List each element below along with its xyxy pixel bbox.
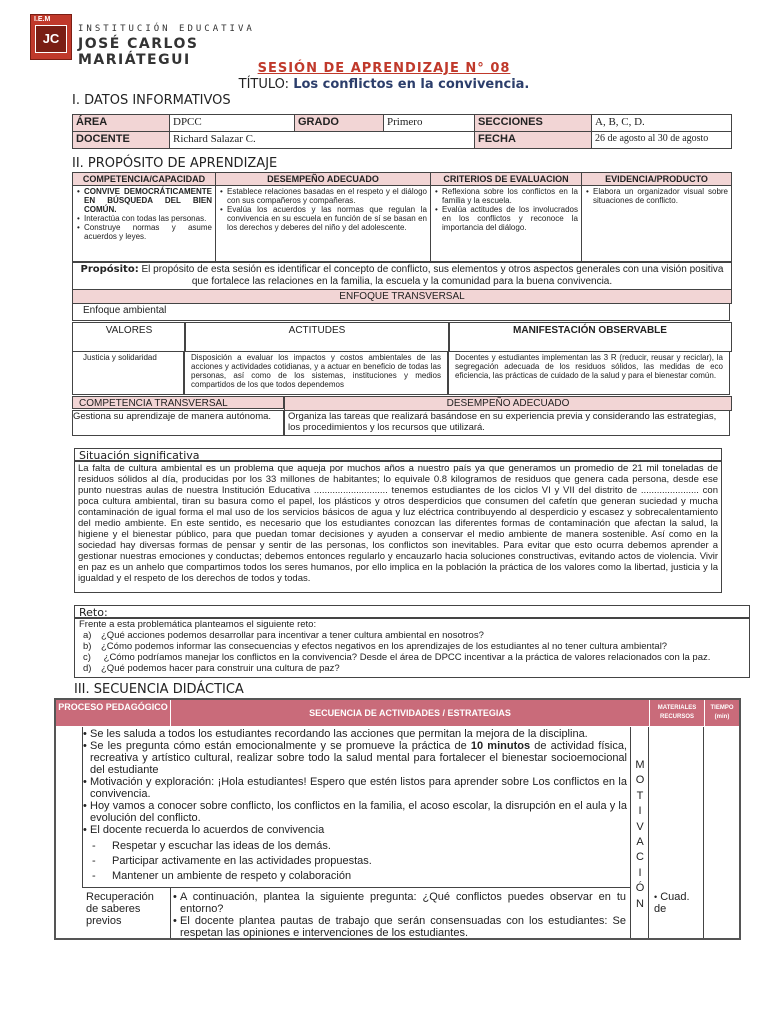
area-value: DPCC: [170, 115, 295, 132]
col-secuencia: SECUENCIA DE ACTIVIDADES / ESTRATEGIAS: [171, 700, 649, 726]
section-3-heading: III. SECUENCIA DIDÁCTICA: [74, 682, 244, 697]
recuperacion-content: [174, 891, 626, 939]
col-tiempo: TIEMPO (min): [705, 700, 739, 726]
actitud-value: Disposición a evaluar los impactos y costos ambientales de las acciones y actividades cotidianas, y a actuar en beneficio de todas las personas, así como de los sistemas, instituciones y medios compartidos de los que todos dependemos: [184, 351, 448, 395]
reto-item: c) ¿Cómo podríamos manejar los conflictos en la convivencia? Desde el área de DPCC incentivar a la práctica de valores relacionados con la paz.: [83, 652, 711, 663]
acuerdo-item: - Mantener un ambiente de respeto y colaboración: [92, 870, 352, 882]
datos-table: [72, 114, 732, 149]
material-item: • Cuad. de: [654, 891, 690, 915]
enfoque-header: ENFOQUE TRANSVERSAL: [72, 289, 732, 304]
valores-label: VALORES: [72, 322, 186, 352]
competencia-item: • Interactúa con todas las personas.: [84, 214, 212, 223]
secuencia-bullet: • El docente recuerda lo acuerdos de convivencia: [90, 824, 627, 836]
evidencia-item: • Elabora un organizador visual sobre situaciones de conflicto.: [593, 187, 728, 205]
manifestacion-value: Docentes y estudiantes implementan las 3 R (reducir, reusar y reciclar), la segregación adecuada de los residuos sólidos, las medidas de eco eficiencia, las prácticas de cuidado de la salud y para el bienestar común.: [448, 351, 730, 395]
proposito-label: Propósito:: [80, 264, 139, 275]
col-criterios: CRITERIOS DE EVALUACION: [431, 173, 582, 186]
institution-line: INSTITUCIÓN EDUCATIVA: [78, 24, 255, 34]
secuencia-bullet: • Hoy vamos a conocer sobre conflicto, los conflictos en la familia, el acoso escolar, la disrupción en el aula y la evolución del conflicto.: [90, 800, 627, 824]
proposito-paragraph: [73, 263, 731, 289]
motivacion-vertical: M O T I V A C I Ó N: [635, 759, 645, 910]
fecha-value: 26 de agosto al 30 de agosto: [592, 132, 732, 149]
col-competencia: COMPETENCIA/CAPACIDAD: [73, 173, 216, 186]
comp-transversal-value: Gestiona su aprendizaje de manera autónoma.: [72, 410, 284, 436]
actitudes-label: ACTITUDES: [184, 322, 450, 352]
docente-value: Richard Salazar C.: [170, 132, 475, 149]
divider: [703, 727, 704, 938]
secuencia-content: [84, 728, 627, 884]
secuencia-bullet: • Motivación y exploración: ¡Hola estudiantes! Espero que estén listos para aprender sobre Los conflictos en la convivencia.: [90, 776, 627, 800]
enfoque-name: Enfoque ambiental: [72, 303, 730, 321]
fecha-label: FECHA: [475, 132, 592, 149]
desempeno-adecuado-label: DESEMPEÑO ADECUADO: [284, 396, 732, 411]
proposito-box: [72, 262, 732, 290]
criterio-item: • Evalúa actitudes de los involucrados en los conflictos y reconoce la importancia del diálogo.: [442, 205, 578, 232]
recuperacion-label: Recuperación de saberes previos: [86, 891, 154, 927]
col-desempeno: DESEMPEÑO ADECUADO: [216, 173, 431, 186]
divider: [648, 727, 649, 938]
manifestacion-label: MANIFESTACIÓN OBSERVABLE: [448, 322, 732, 352]
desempeno-item: • Establece relaciones basadas en el respeto y el diálogo con sus compañeros y compañeras.: [227, 187, 427, 205]
comp-transversal-label: COMPETENCIA TRANSVERSAL: [72, 396, 284, 409]
acuerdo-item: - Respetar y escuchar las ideas de los demás.: [92, 840, 331, 852]
competencia-cell: [73, 186, 216, 262]
logo-tag: I.E.M: [34, 16, 51, 23]
competencia-item: • Construye normas y asume acuerdos y leyes.: [84, 223, 212, 241]
proposito-text: El propósito de esta sesión es identificar el concepto de conflicto, sus elementos y otros aspectos generales con una visión positiva que fortalece las relaciones en la familia, la escuela y la comunidad para la buena convivencia.: [141, 264, 724, 287]
reto-intro: Frente a esta problemática planteamos el siguiente reto:: [79, 619, 317, 630]
desempeno-adecuado-value: Organiza las tareas que realizará basándose en su experiencia previa y considerando las estrategias, los procedimientos y los recursos que utilizará.: [284, 410, 730, 436]
recuperacion-bullet: • A continuación, plantea la siguiente pregunta: ¿Qué conflictos puedes observar en tu entorno?: [180, 891, 626, 915]
section-1-heading: I. DATOS INFORMATIVOS: [72, 93, 231, 108]
reto-item: d) ¿Qué podemos hacer para construir una cultura de paz?: [83, 663, 340, 674]
criterio-item: • Reflexiona sobre los conflictos en la familia y la escuela.: [442, 187, 578, 205]
school-name-line-2: MARIÁTEGUI: [78, 52, 191, 68]
criterios-cell: [431, 186, 582, 262]
secciones-value: A, B, C, D.: [592, 115, 732, 132]
situacion-text: La falta de cultura ambiental es un problema que aqueja por muchos años a nuestro país ya que generamos un promedio de 21 mil toneladas de residuos sólidos al día, producidas por los 33 millones de habitantes; lo equivale 0.8 kilogramos de residuos que genera cada persona, desde ese punto nuestras aulas de nuestra Institución Educativa ............................ tenemos estudiantes de los ciclos VI y VII del distrito de ...................... con poca cultura ambiental, tiran su basura como el papel, los plásticos y otros desperdicios que consumen del cafetín que generan suciedad y mucha contaminación de igual forma el mal uso de los servicios básicos de agua y luz eléctrica contribuyendo al desperdicio y escasez y sobrecalentamiento del medio ambiente. En este sentido, es necesario que los estudiantes conozcan las diferentes formas de contaminación que afectan la salud, la higiene y el bienestar público, para que puedan tomar decisiones y ayuden a conservar el medio ambiente de manera sostenible. Así como en la sociedad hay diversas formas de pensar y sentir de las personas, los conflictos son inevitables. Para evitar que esto ocurra debemos aprender a gestionar nuestras emociones y conductas; debemos entonces regularlo y encauzarlo hacia soluciones constructivas, evitando actos de violencia. Vivir en paz es un anhelo que compartimos todos los seres humanos, por ello implica en la población la práctica de los valores como la libertad, justicia y la igualdad y el respeto de los derechos de todos y todas.: [74, 461, 722, 593]
col-proceso: PROCESO PEDAGÓGICO: [56, 700, 170, 726]
proposito-table: [72, 172, 732, 262]
subtitle-prefix: TÍTULO:: [238, 77, 290, 92]
secuencia-bullet: • Se les pregunta cómo están emocionalmente y se promueve la práctica de 10 minutos de actividad física, recreativa y artístico cultural, realizar sobre todo la salud mental para fortalecer el bienestar socioemocional del estudiante: [90, 740, 627, 776]
reto-item: a) ¿Qué acciones podemos desarrollar para incentivar a tener cultura ambiental en nosotros?: [83, 630, 484, 641]
valor-value: Justicia y solidaridad: [72, 351, 184, 395]
reto-box: [74, 618, 750, 678]
session-title: SESIÓN DE APRENDIZAJE N° 08: [257, 61, 511, 76]
competencia-title: • CONVIVE DEMOCRÁTICAMENTE EN BÚSQUEDA DEL BIEN COMÚN.: [84, 187, 212, 214]
area-label: ÁREA: [73, 115, 170, 132]
divider: [630, 727, 631, 938]
recuperacion-bullet: • El docente plantea pautas de trabajo que serán consensuadas con los estudiantes: Se respetan las opiniones e intervenciones de los estudiantes.: [180, 915, 626, 939]
grado-value: Primero: [384, 115, 475, 132]
school-logo: [30, 14, 72, 60]
divider: [82, 887, 630, 888]
evidencia-cell: [582, 186, 732, 262]
col-materiales: MATERIALES RECURSOS: [650, 700, 704, 726]
section-2-heading: II. PROPÓSITO DE APRENDIZAJE: [72, 156, 278, 171]
reto-item: b) ¿Cómo podemos informar las consecuencias y efectos negativos en los aprendizajes de los estudiantes al no tener cultura ambiental?: [83, 641, 668, 652]
secciones-label: SECCIONES: [475, 115, 592, 132]
desempeno-item: • Evalúa los acuerdos y las normas que regulan la convivencia en su escuela en función de sí se basan en los derechos y deberes del niño y del adolescente.: [227, 205, 427, 232]
divider: [170, 888, 171, 938]
logo-letters: JC: [35, 25, 67, 53]
secuencia-bullet: • Se les saluda a todos los estudiantes recordando las acciones que permitan la mejora de la disciplina.: [90, 728, 627, 740]
situacion-label: Situación significativa: [74, 448, 722, 461]
acuerdo-item: - Participar activamente en las actividades propuestas.: [92, 855, 372, 867]
acuerdos-list: [84, 839, 627, 884]
session-subtitle: [0, 77, 768, 92]
desempeno-cell: [216, 186, 431, 262]
col-evidencia: EVIDENCIA/PRODUCTO: [582, 173, 732, 186]
subtitle-text: Los conflictos en la convivencia.: [293, 77, 530, 92]
school-name-line-1: JOSÉ CARLOS: [78, 36, 199, 52]
docente-label: DOCENTE: [73, 132, 170, 149]
reto-label: Reto:: [74, 605, 750, 618]
grado-label: GRADO: [295, 115, 384, 132]
